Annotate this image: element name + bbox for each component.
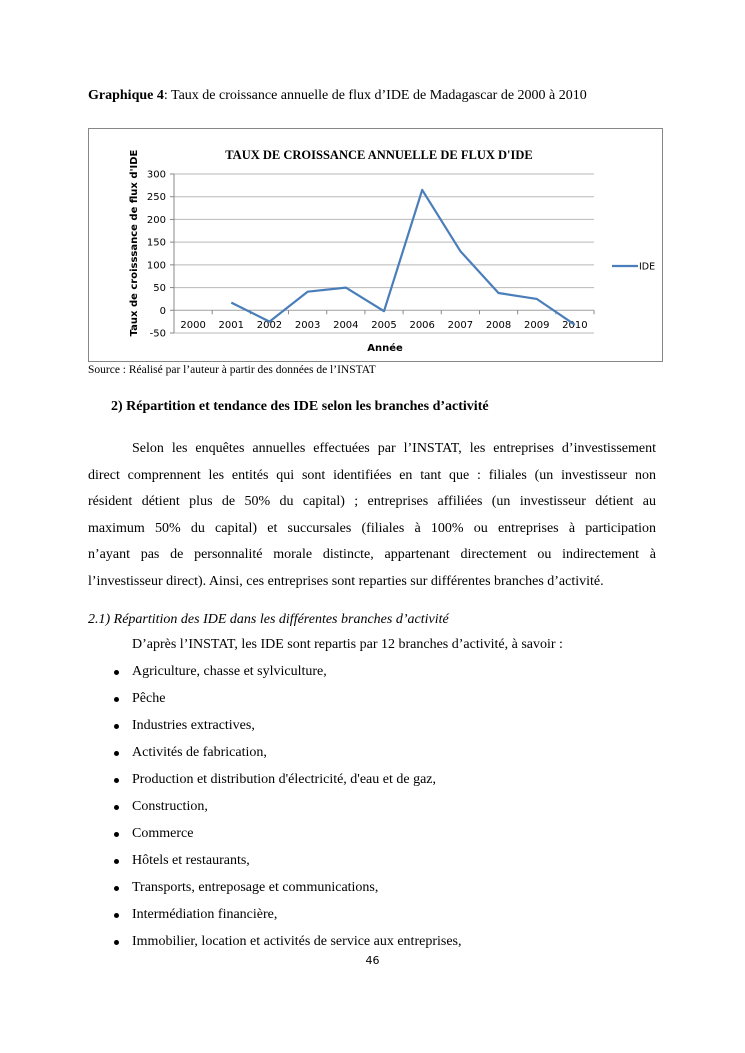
bullet-icon	[114, 859, 119, 864]
branch-list	[88, 658, 462, 955]
paragraph-line: n’ayant pas de personnalité morale distincte, appartenant directement ou indirectement à	[88, 547, 656, 562]
branch-list-item	[88, 793, 462, 820]
bullet-icon	[114, 724, 119, 729]
x-tick-label: 2005	[371, 320, 397, 331]
x-tick-label: 2010	[562, 320, 588, 331]
x-tick-label: 2002	[256, 320, 283, 331]
branch-label: Immobilier, location et activités de service aux entreprises,	[132, 934, 462, 949]
y-tick-label: 0	[159, 305, 166, 317]
page-number: 46	[365, 954, 380, 967]
branch-label: Intermédiation financière,	[132, 907, 278, 922]
y-axis-label: Taux de croisssance de flux d'IDE	[129, 149, 140, 337]
branch-list-item	[88, 874, 462, 901]
branch-label: Hôtels et restaurants,	[132, 853, 250, 868]
y-tick-label: 250	[146, 192, 166, 204]
intro-sentence: D’après l’INSTAT, les IDE sont repartis par 12 branches d’activité, à savoir :	[132, 637, 563, 652]
branch-label: Industries extractives,	[132, 718, 255, 733]
series-line-ide	[231, 190, 575, 325]
legend	[612, 262, 655, 273]
branch-label: Production et distribution d'électricité, d'eau et de gaz,	[132, 772, 437, 787]
paragraph-line: maximum 50% du capital) et succursales (filiales à 100% ou entreprises à participation	[88, 520, 656, 536]
paragraph-line: Selon les enquêtes annuelles effectuées par l’INSTAT, les entreprises d’investissement	[132, 441, 656, 456]
chart-frame	[88, 128, 663, 362]
line-chart	[89, 129, 662, 361]
branch-list-item	[88, 658, 462, 685]
bullet-icon	[114, 886, 119, 891]
bullet-icon	[114, 697, 119, 702]
x-tick-label: 2006	[409, 320, 435, 331]
body-paragraph	[88, 436, 656, 595]
branch-label: Agriculture, chasse et sylviculture,	[132, 664, 327, 679]
y-tick-label: 100	[146, 260, 166, 272]
y-tick-labels	[147, 170, 166, 340]
branch-label: Construction,	[132, 799, 208, 814]
branch-list-item	[88, 766, 462, 793]
x-tick-label: 2001	[218, 320, 244, 331]
x-tick-label: 2000	[180, 320, 206, 331]
bullet-icon	[114, 913, 119, 918]
subsection-heading: 2.1) Répartition des IDE dans les différentes branches d’activité	[88, 612, 449, 627]
section-heading: 2) Répartition et tendance des IDE selon les branches d’activité	[111, 399, 489, 414]
x-tick-label: 2009	[524, 320, 550, 331]
legend-label: IDE	[639, 261, 656, 273]
paragraph-line: l’investisseur direct). Ainsi, ces entreprises sont reparties sur différentes branches d’activité.	[88, 573, 604, 589]
branch-label: Activités de fabrication,	[132, 745, 267, 760]
y-tick-label: 200	[146, 214, 166, 226]
x-tick-label: 2008	[485, 320, 512, 331]
bullet-icon	[114, 832, 119, 837]
branch-label: Commerce	[132, 826, 194, 841]
bullet-icon	[114, 670, 119, 675]
x-tick-label: 2007	[447, 320, 474, 331]
paragraph-line: direct comprennent les entités qui sont identifiées en tant que : filiales (un investisseur non	[88, 467, 656, 483]
branch-list-item	[88, 739, 462, 766]
y-tick-label: 50	[153, 283, 166, 295]
y-tick-label: 300	[146, 169, 166, 181]
branch-list-item	[88, 901, 462, 928]
y-tick-label: -50	[149, 328, 166, 340]
bullet-icon	[114, 751, 119, 756]
figure-caption-text: : Taux de croissance annuelle de flux d’IDE de Madagascar de 2000 à 2010	[163, 88, 587, 103]
x-tick-labels	[180, 320, 587, 331]
branch-label: Transports, entreposage et communications,	[132, 880, 379, 895]
bullet-icon	[114, 940, 119, 945]
x-axis-label: Année	[367, 343, 403, 354]
bullet-icon	[114, 805, 119, 810]
series-lines	[231, 190, 575, 325]
x-tick-label: 2004	[333, 320, 359, 331]
branch-list-item	[88, 928, 462, 955]
branch-list-item	[88, 685, 462, 712]
chart-title: TAUX DE CROISSANCE ANNUELLE DE FLUX D'IDE	[225, 148, 533, 162]
figure-caption-label: Graphique 4	[88, 88, 164, 103]
y-tick-label: 150	[146, 237, 166, 249]
branch-list-item	[88, 847, 462, 874]
branch-label: Pêche	[132, 691, 166, 706]
branch-list-item	[88, 820, 462, 847]
bullet-icon	[114, 778, 119, 783]
branch-list-item	[88, 712, 462, 739]
figure-caption	[88, 88, 587, 104]
figure-source: Source : Réalisé par l’auteur à partir des données de l’INSTAT	[88, 364, 376, 376]
x-tick-label: 2003	[294, 320, 321, 331]
paragraph-line: résident détient plus de 50% du capital) ; entreprises affiliées (un investisseur détient au	[88, 494, 656, 509]
